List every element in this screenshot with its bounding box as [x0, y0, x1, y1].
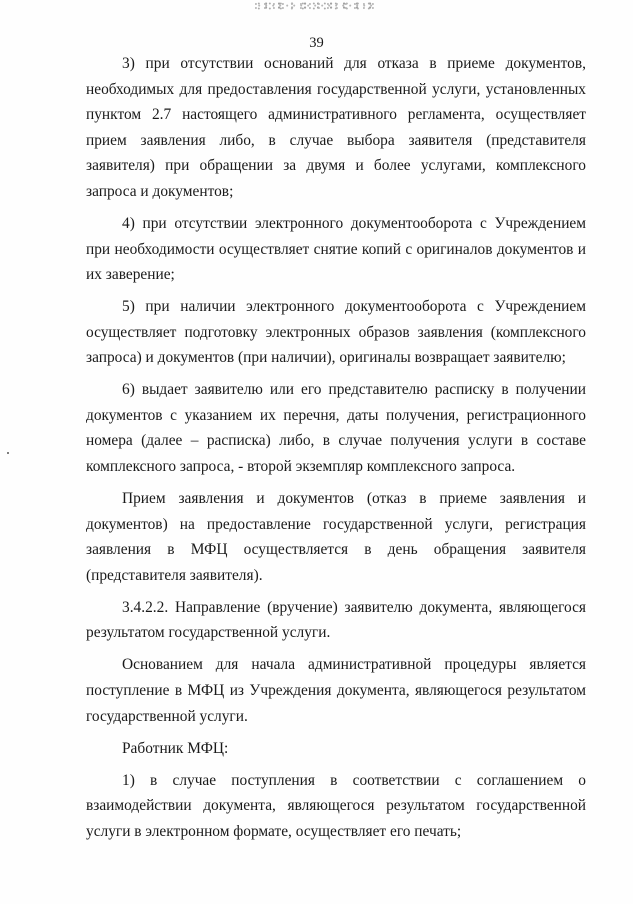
paragraph-item-1: 1) в случае поступления в соответствии с соглашением о взаимодействии документа, являющегося результатом государственной услуги в электронном формате, осуществляет его печать;: [86, 771, 586, 840]
page-number: 39: [309, 35, 324, 51]
scan-artifact: [255, 2, 375, 10]
paragraph-item-6: 6) выдает заявителю или его представителю расписку в получении документов с указанием их перечня, даты получения, регистрационного номера (далее – расписка) либо, в случае получения услуги в составе комплексного запроса, - второй экземпляр комплексного запроса.: [86, 381, 586, 476]
paragraph-reception: Прием заявления и документов (отказ в приеме заявления и документов) на предоставление государственной услуги, регистрация заявления в МФЦ осуществляется в день обращения заявителя (представителя заявителя).: [86, 490, 586, 584]
paragraph-mfc-worker: Работник МФЦ:: [122, 739, 229, 757]
paragraph-item-3: 3) при отсутствии оснований для отказа в приеме документов, необходимых для предоставления государственной услуги, установленных пунктом 2.7 настоящего административного регламента, осуществляет прием заявления либо, в случае выбора заявителя (представителя заявителя) при обращении за двумя и более услугами, комплексного запроса и документов;: [86, 55, 586, 200]
section-heading-3-4-2-2: 3.4.2.2. Направление (вручение) заявителю документа, являющегося результатом государственной услуги.: [86, 598, 586, 642]
paragraph-item-5: 5) при наличии электронного документооборота с Учреждением осуществляет подготовку электронных образов заявления (комплексного запроса) и документов (при наличии), оригиналы возвращает заявителю;: [86, 298, 586, 367]
document-body: [86, 51, 586, 844]
paragraph-item-4: 4) при отсутствии электронного документооборота с Учреждением при необходимости осуществляет снятие копий с оригиналов документов и их заверение;: [86, 214, 586, 284]
scan-speck: [7, 452, 9, 454]
paragraph-basis: Основанием для начала административной процедуры является поступление в МФЦ из Учреждения документа, являющегося результатом государственной услуги.: [86, 656, 586, 725]
